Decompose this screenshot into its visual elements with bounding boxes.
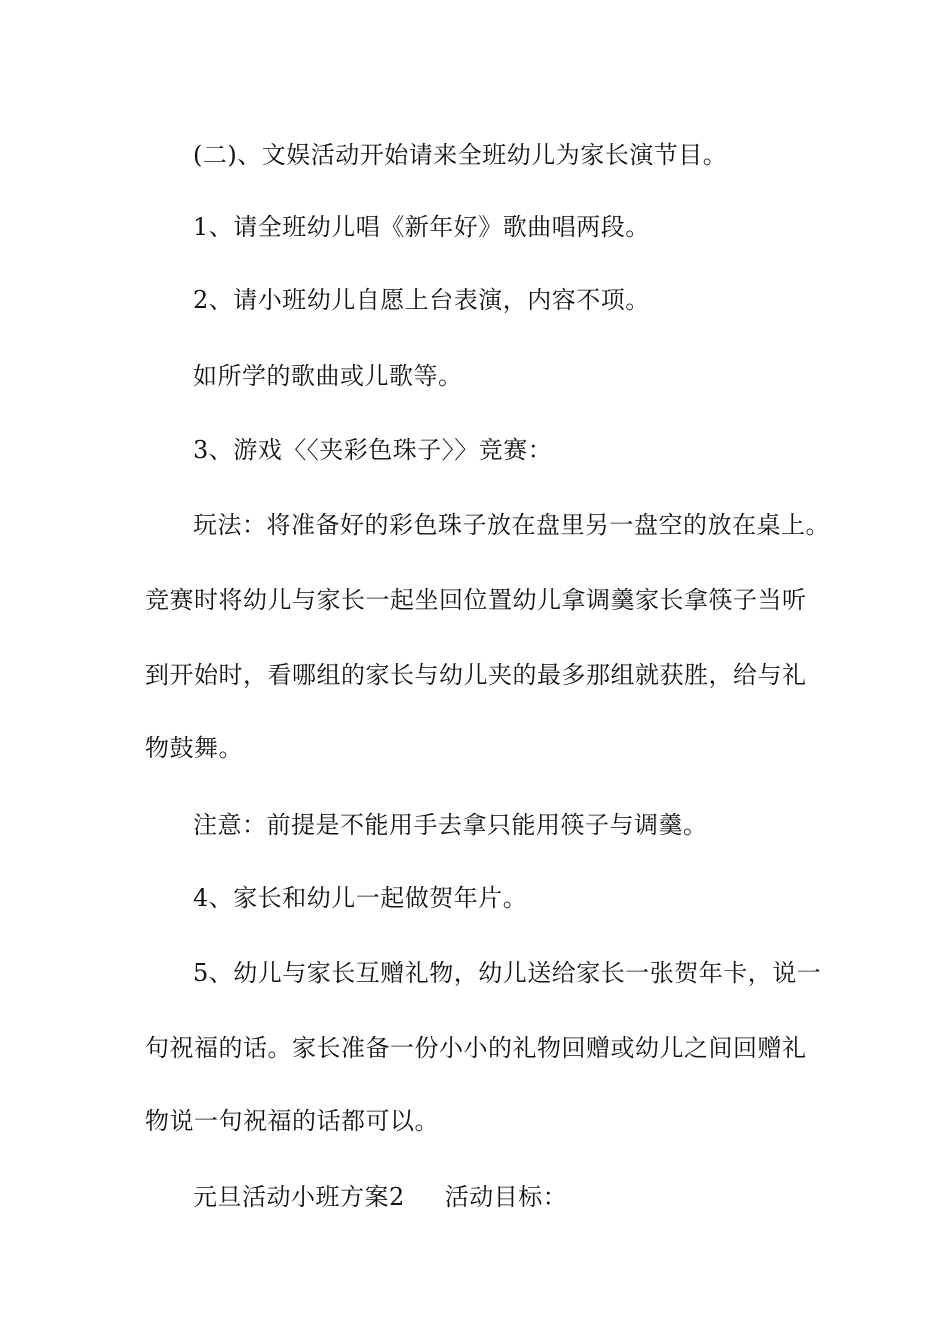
section-subtitle: 活动目标： bbox=[444, 1183, 568, 1211]
paragraph-line: 玩法：将准备好的彩色珠子放在盘里另一盘空的放在桌上。 bbox=[193, 511, 830, 539]
paragraph-line: 句祝福的话。家长准备一份小小的礼物回赠或幼儿之间回赠礼 bbox=[145, 1034, 807, 1062]
paragraph-line: 注意：前提是不能用手去拿只能用筷子与调羹。 bbox=[193, 811, 708, 839]
paragraph-line: 到开始时，看哪组的家长与幼儿夹的最多那组就获胜，给与礼 bbox=[145, 661, 807, 689]
section-title: 元旦活动小班方案2 bbox=[193, 1183, 405, 1211]
paragraph-line: (二)、文娱活动开始请来全班幼儿为家长演节目。 bbox=[193, 141, 728, 169]
paragraph-line: 竞赛时将幼儿与家长一起坐回位置幼儿拿调羹家长拿筷子当听 bbox=[145, 586, 807, 614]
paragraph-line: 物说一句祝福的话都可以。 bbox=[145, 1107, 439, 1135]
paragraph-line: 1、请全班幼儿唱《新年好》歌曲唱两段。 bbox=[193, 213, 650, 241]
paragraph-line: 2、请小班幼儿自愿上台表演，内容不项。 bbox=[193, 286, 650, 314]
paragraph-line: 5、幼儿与家长互赠礼物，幼儿送给家长一张贺年卡，说一 bbox=[193, 959, 822, 987]
paragraph-line: 如所学的歌曲或儿歌等。 bbox=[193, 362, 463, 390]
paragraph-line: 3、游戏〈〈夹彩色珠子〉〉竞赛： bbox=[193, 436, 553, 464]
section-heading-line bbox=[193, 1182, 893, 1212]
paragraph-line: 4、家长和幼儿一起做贺年片。 bbox=[193, 884, 528, 912]
paragraph-line: 物鼓舞。 bbox=[145, 734, 243, 762]
